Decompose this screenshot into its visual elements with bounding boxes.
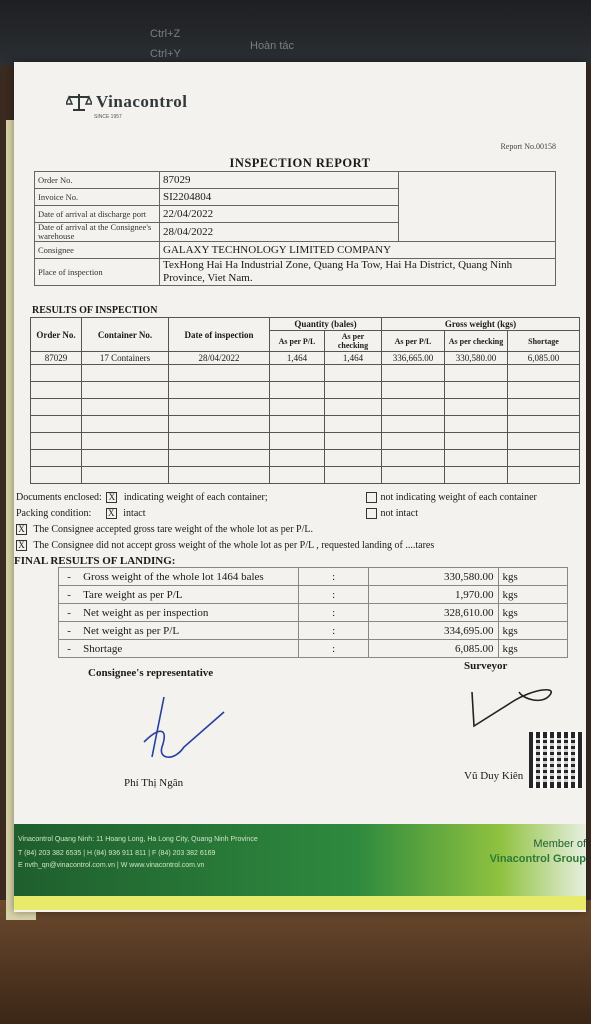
documents-option-not-indicating: not indicating weight of each container: [380, 492, 537, 503]
row-label: Tare weight as per P/L: [79, 586, 299, 604]
footer-member-of: Member of: [533, 838, 586, 850]
accepted-checkbox[interactable]: X: [16, 524, 27, 535]
info-value: SI2204804: [160, 189, 399, 206]
row-label: Gross weight of the whole lot 1464 bales: [79, 568, 299, 586]
info-label: Date of arrival at discharge port: [35, 206, 160, 223]
cell-order-no: 87029: [31, 352, 82, 365]
surveyor-name: Vũ Duy Kiên: [464, 770, 524, 782]
results-table: [30, 317, 580, 484]
info-value: GALAXY TECHNOLOGY LIMITED COMPANY: [160, 242, 556, 259]
table-row: [31, 365, 580, 382]
packing-condition-line: [16, 508, 146, 519]
table-row: [31, 399, 580, 416]
cell-qty-check: 1,464: [325, 352, 382, 365]
row-dash: -: [59, 640, 80, 658]
row-unit: kgs: [498, 604, 567, 622]
final-row: [59, 622, 568, 640]
documents-label: Documents enclosed:: [16, 492, 102, 503]
report-title: INSPECTION REPORT: [229, 156, 371, 170]
row-dash: -: [59, 604, 80, 622]
info-label: Order No.: [35, 172, 160, 189]
info-value: 22/04/2022: [160, 206, 399, 223]
order-info-table: [34, 171, 556, 286]
cell-gw-check: 330,580.00: [445, 352, 508, 365]
info-value: 87029: [160, 172, 399, 189]
info-blank-cell: [399, 172, 556, 242]
info-row: [35, 259, 556, 286]
packing-checkbox-intact[interactable]: X: [106, 508, 117, 519]
background-toolbar: [0, 0, 591, 66]
report-number: Report No.00158: [500, 142, 556, 151]
cell-date: 28/04/2022: [169, 352, 270, 365]
consignee-signature: [124, 687, 234, 772]
brand-name: Vinacontrol: [96, 92, 188, 111]
info-value: 28/04/2022: [160, 223, 399, 242]
document-footer: [14, 824, 586, 896]
packing-checkbox-not-intact[interactable]: [366, 508, 377, 519]
table-row: [31, 450, 580, 467]
consignee-name: Phí Thị Ngân: [124, 777, 184, 789]
final-row: [59, 586, 568, 604]
col-quantity: Quantity (bales): [270, 318, 382, 331]
cell-shortage: 6,085.00: [508, 352, 580, 365]
info-label: Place of inspection: [35, 259, 160, 286]
table-row: [31, 352, 580, 365]
footer-phones: T (84) 203 382 6535 | H (84) 936 911 811 | F (84) 203 382 6169: [18, 850, 216, 857]
col-gw-pl: As per P/L: [382, 331, 445, 352]
col-container-no: Container No.: [82, 318, 169, 352]
cell-gw-pl: 336,665.00: [382, 352, 445, 365]
col-order-no: Order No.: [31, 318, 82, 352]
footer-contacts: E nvth_qn@vinacontrol.com.vn | W www.vinacontrol.com.vn: [18, 862, 205, 869]
final-results-table: [58, 567, 568, 658]
row-colon: :: [299, 622, 368, 640]
row-unit: kgs: [498, 586, 567, 604]
toolbar-hint: Hoàn tác: [250, 40, 295, 52]
col-qty-pl: As per P/L: [270, 331, 325, 352]
row-unit: kgs: [498, 568, 567, 586]
toolbar-hint: Ctrl+Z: [150, 28, 181, 40]
final-results-title: FINAL RESULTS OF LANDING:: [14, 555, 176, 567]
row-dash: -: [59, 586, 80, 604]
scale-icon: [66, 92, 92, 112]
info-row: [35, 172, 556, 189]
final-row: [59, 640, 568, 658]
info-value: TexHong Hai Ha Industrial Zone, Quang Ha Tow, Hai Ha District, Quang Ninh Province, Viet Nam.: [160, 259, 556, 286]
row-value: 6,085.00: [368, 640, 498, 658]
consignee-representative-caption: Consignee's representative: [88, 667, 214, 679]
col-shortage: Shortage: [508, 331, 580, 352]
footer-group: Vinacontrol Group: [489, 853, 586, 865]
paper-yellow-strip: [14, 896, 586, 910]
row-colon: :: [299, 586, 368, 604]
row-value: 330,580.00: [368, 568, 498, 586]
qr-code: [529, 732, 583, 788]
accepted-text: The Consignee accepted gross tare weight of the whole lot as per P/L.: [33, 524, 313, 535]
table-row: [31, 433, 580, 450]
not-accepted-text: The Consignee did not accept gross weight of the whole lot as per P/L , requested landing of ....tares: [33, 540, 435, 551]
surveyor-signature: [464, 674, 564, 734]
row-colon: :: [299, 640, 368, 658]
row-value: 1,970.00: [368, 586, 498, 604]
cell-qty-pl: 1,464: [270, 352, 325, 365]
results-section-title: RESULTS OF INSPECTION: [32, 305, 158, 316]
row-value: 334,695.00: [368, 622, 498, 640]
packing-not-intact-line: [366, 508, 418, 519]
documents-checkbox-indicating[interactable]: X: [106, 492, 117, 503]
row-unit: kgs: [498, 622, 567, 640]
consignee-accepted-line: [14, 524, 313, 535]
row-dash: -: [59, 568, 80, 586]
col-gw-check: As per checking: [445, 331, 508, 352]
documents-option-indicating: indicating weight of each container;: [123, 492, 268, 503]
packing-option-intact: intact: [123, 508, 146, 519]
footer-address: Vinacontrol Quang Ninh: 11 Hoang Long, Ha Long City, Quang Ninh Province: [18, 836, 258, 843]
table-surface: [0, 900, 591, 1024]
consignee-not-accepted-line: [14, 540, 434, 551]
info-row: [35, 242, 556, 259]
not-accepted-checkbox[interactable]: X: [16, 540, 27, 551]
row-colon: :: [299, 568, 368, 586]
surveyor-caption: Surveyor: [464, 660, 508, 672]
inspection-report-document: [14, 62, 586, 912]
row-colon: :: [299, 604, 368, 622]
row-label: Shortage: [79, 640, 299, 658]
row-value: 328,610.00: [368, 604, 498, 622]
table-row: [31, 467, 580, 484]
packing-option-not-intact: not intact: [380, 508, 418, 519]
documents-enclosed-line: [16, 492, 268, 503]
table-row: [31, 382, 580, 399]
table-row: [31, 416, 580, 433]
info-label: Date of arrival at the Consignee's warehouse: [35, 223, 160, 242]
brand-since: SINCE 1957: [94, 114, 122, 120]
toolbar-hint: Ctrl+Y: [150, 48, 181, 60]
final-row: [59, 568, 568, 586]
row-dash: -: [59, 622, 80, 640]
packing-label: Packing condition:: [16, 508, 92, 519]
col-gross-weight: Gross weight (kgs): [382, 318, 580, 331]
info-label: Invoice No.: [35, 189, 160, 206]
row-label: Net weight as per inspection: [79, 604, 299, 622]
col-qty-check: As per checking: [325, 331, 382, 352]
row-unit: kgs: [498, 640, 567, 658]
documents-not-indicating-line: [366, 492, 537, 503]
row-label: Net weight as per P/L: [79, 622, 299, 640]
col-date: Date of inspection: [169, 318, 270, 352]
final-row: [59, 604, 568, 622]
brand-logo: [66, 92, 187, 112]
cell-container-no: 17 Containers: [82, 352, 169, 365]
info-label: Consignee: [35, 242, 160, 259]
documents-checkbox-not-indicating[interactable]: [366, 492, 377, 503]
